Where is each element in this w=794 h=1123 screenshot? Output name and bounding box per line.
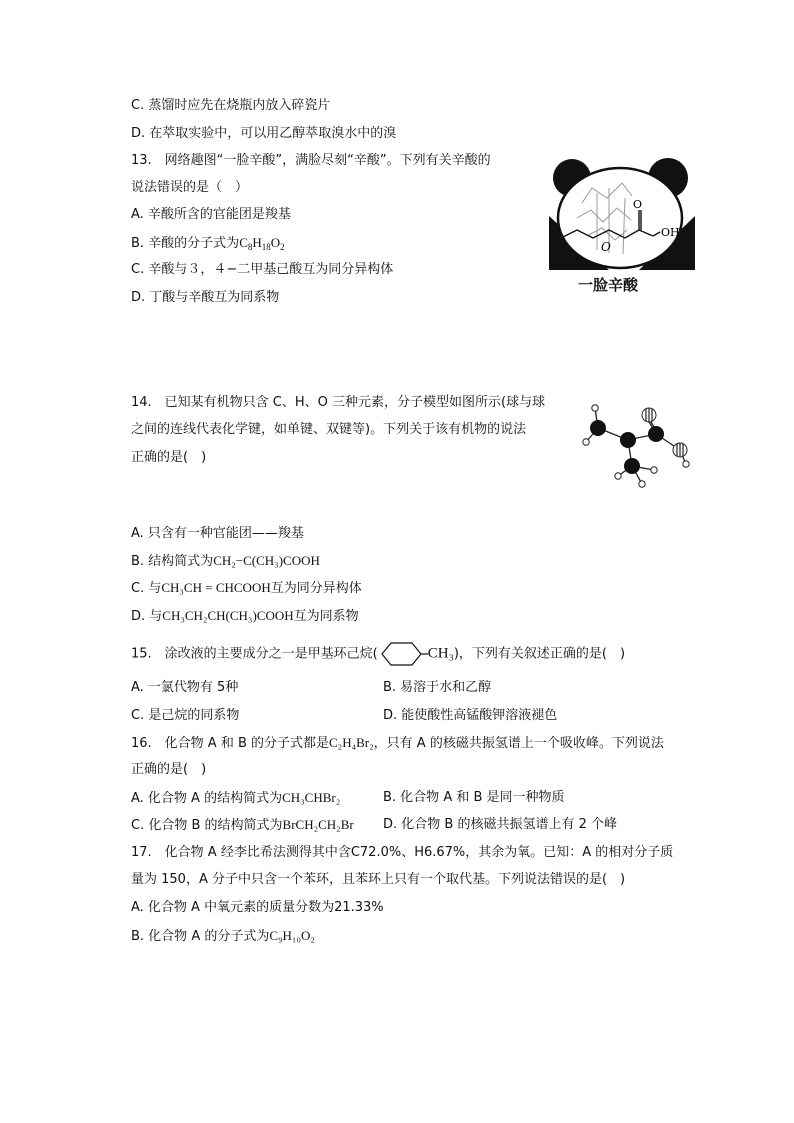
q17-stem-line2: 量为 150，A 分子中只含一个苯环，且苯环上只有一个取代基。下列说法错误的是( ) xyxy=(131,872,626,887)
q16-option-c: C. 化合物 B 的结构简式为BrCH₂CH₂Br xyxy=(131,817,354,833)
q13-option-b xyxy=(131,233,285,254)
q12-option-d: D. 在萃取实验中，可以用乙醇萃取溴水中的溴 xyxy=(131,126,397,141)
q16-option-d: D. 化合物 B 的核磁共振氢谱上有 2 个峰 xyxy=(383,817,617,832)
molecular-model-image xyxy=(582,398,692,490)
q14-option-c: C. 与CH₃CH = CHCOOH互为同分异构体 xyxy=(131,580,362,596)
q16-option-b: B. 化合物 A 和 B 是同一种物质 xyxy=(383,790,565,805)
q16-option-a-formula: CH₃CHBr₂ xyxy=(282,790,341,805)
q13-option-b-formula: $C_8H_{18}O_2$ xyxy=(239,235,285,252)
q13-stem-line1: 13. 网络趣图“一脸辛酸”，满脸尽刻“辛酸”。下列有关辛酸的 xyxy=(131,153,491,168)
panda-image-mouth-o: O xyxy=(601,240,611,254)
q14-option-b-formula: CH₂−C(CH₃)COOH xyxy=(213,553,320,568)
q17-option-a: A. 化合物 A 中氧元素的质量分数为21.33% xyxy=(131,900,384,915)
q14-stem-line2: 之间的连线代表化学键，如单键、双键等)。下列关于该有机物的说法 xyxy=(131,422,527,437)
q14-stem-line3: 正确的是( ) xyxy=(131,450,207,465)
q15-option-d: D. 能使酸性高锰酸钾溶液褪色 xyxy=(383,708,558,723)
q15-option-b: B. 易溶于水和乙醇 xyxy=(383,680,492,695)
panda-image-oh-label: OH xyxy=(661,226,680,239)
q16-stem-line1: 16. 化合物 A 和 B 的分子式都是C₂H₄Br₂，只有 A 的核磁共振氢谱上一个吸收峰。下列说法 xyxy=(131,735,664,751)
q16-option-c-formula: BrCH₂CH₂Br xyxy=(282,817,354,832)
q13-option-a: A. 辛酸所含的官能团是羧基 xyxy=(131,207,291,222)
q14-stem-line1: 14. 已知某有机物只含 C、H、O 三种元素，分子模型如图所示(球与球 xyxy=(131,395,546,410)
q16-stem-line2: 正确的是( ) xyxy=(131,762,207,777)
q13-option-c: C. 辛酸与３，４−二甲基己酸互为同分异构体 xyxy=(131,262,394,277)
q15-ch3-label: CH₃ xyxy=(427,645,454,662)
q13-stem-line2: 说法错误的是（ ） xyxy=(131,180,249,195)
panda-image-o-label: O xyxy=(633,198,643,211)
q12-option-c: C. 蒸馏时应先在烧瓶内放入碎瓷片 xyxy=(131,98,331,113)
q14-option-a: A. 只含有一种官能团——羧基 xyxy=(131,526,304,541)
panda-image-caption: 一脸辛酸 xyxy=(578,276,639,294)
q15-option-c: C. 是己烷的同系物 xyxy=(131,708,240,723)
q14-option-c-formula: CH₃CH = CHCOOH xyxy=(161,580,271,595)
q17-option-b-formula: C₉H₁₀O₂ xyxy=(269,928,315,943)
q16-option-a: A. 化合物 A 的结构简式为CH₃CHBr₂ xyxy=(131,790,341,806)
q17-option-b: B. 化合物 A 的分子式为C₉H₁₀O₂ xyxy=(131,928,315,944)
q14-option-d: D. 与CH₃CH₂CH(CH₃)COOH互为同系物 xyxy=(131,608,359,624)
q17-stem-line1: 17. 化合物 A 经李比希法测得其中含C72.0%、H6.67%，其余为氧。已知：A 的相对分子质 xyxy=(131,845,674,860)
q16-formula: C₂H₄Br₂ xyxy=(329,735,374,750)
q13-option-b-label: B. 辛酸的分子式为 xyxy=(131,236,240,251)
q15-option-a: A. 一氯代物有 5种 xyxy=(131,680,239,695)
q15-stem: 15. 涂改液的主要成分之一是甲基环己烷( CH₃)，下列有关叙述正确的是( ) xyxy=(131,641,625,667)
cyclohexane-ring-icon xyxy=(378,641,428,667)
q14-option-d-formula: CH₃CH₂CH(CH₃)COOH xyxy=(162,608,294,623)
q13-option-d: D. 丁酸与辛酸互为同系物 xyxy=(131,290,280,305)
q14-option-b: B. 结构简式为CH₂−C(CH₃)COOH xyxy=(131,553,320,569)
